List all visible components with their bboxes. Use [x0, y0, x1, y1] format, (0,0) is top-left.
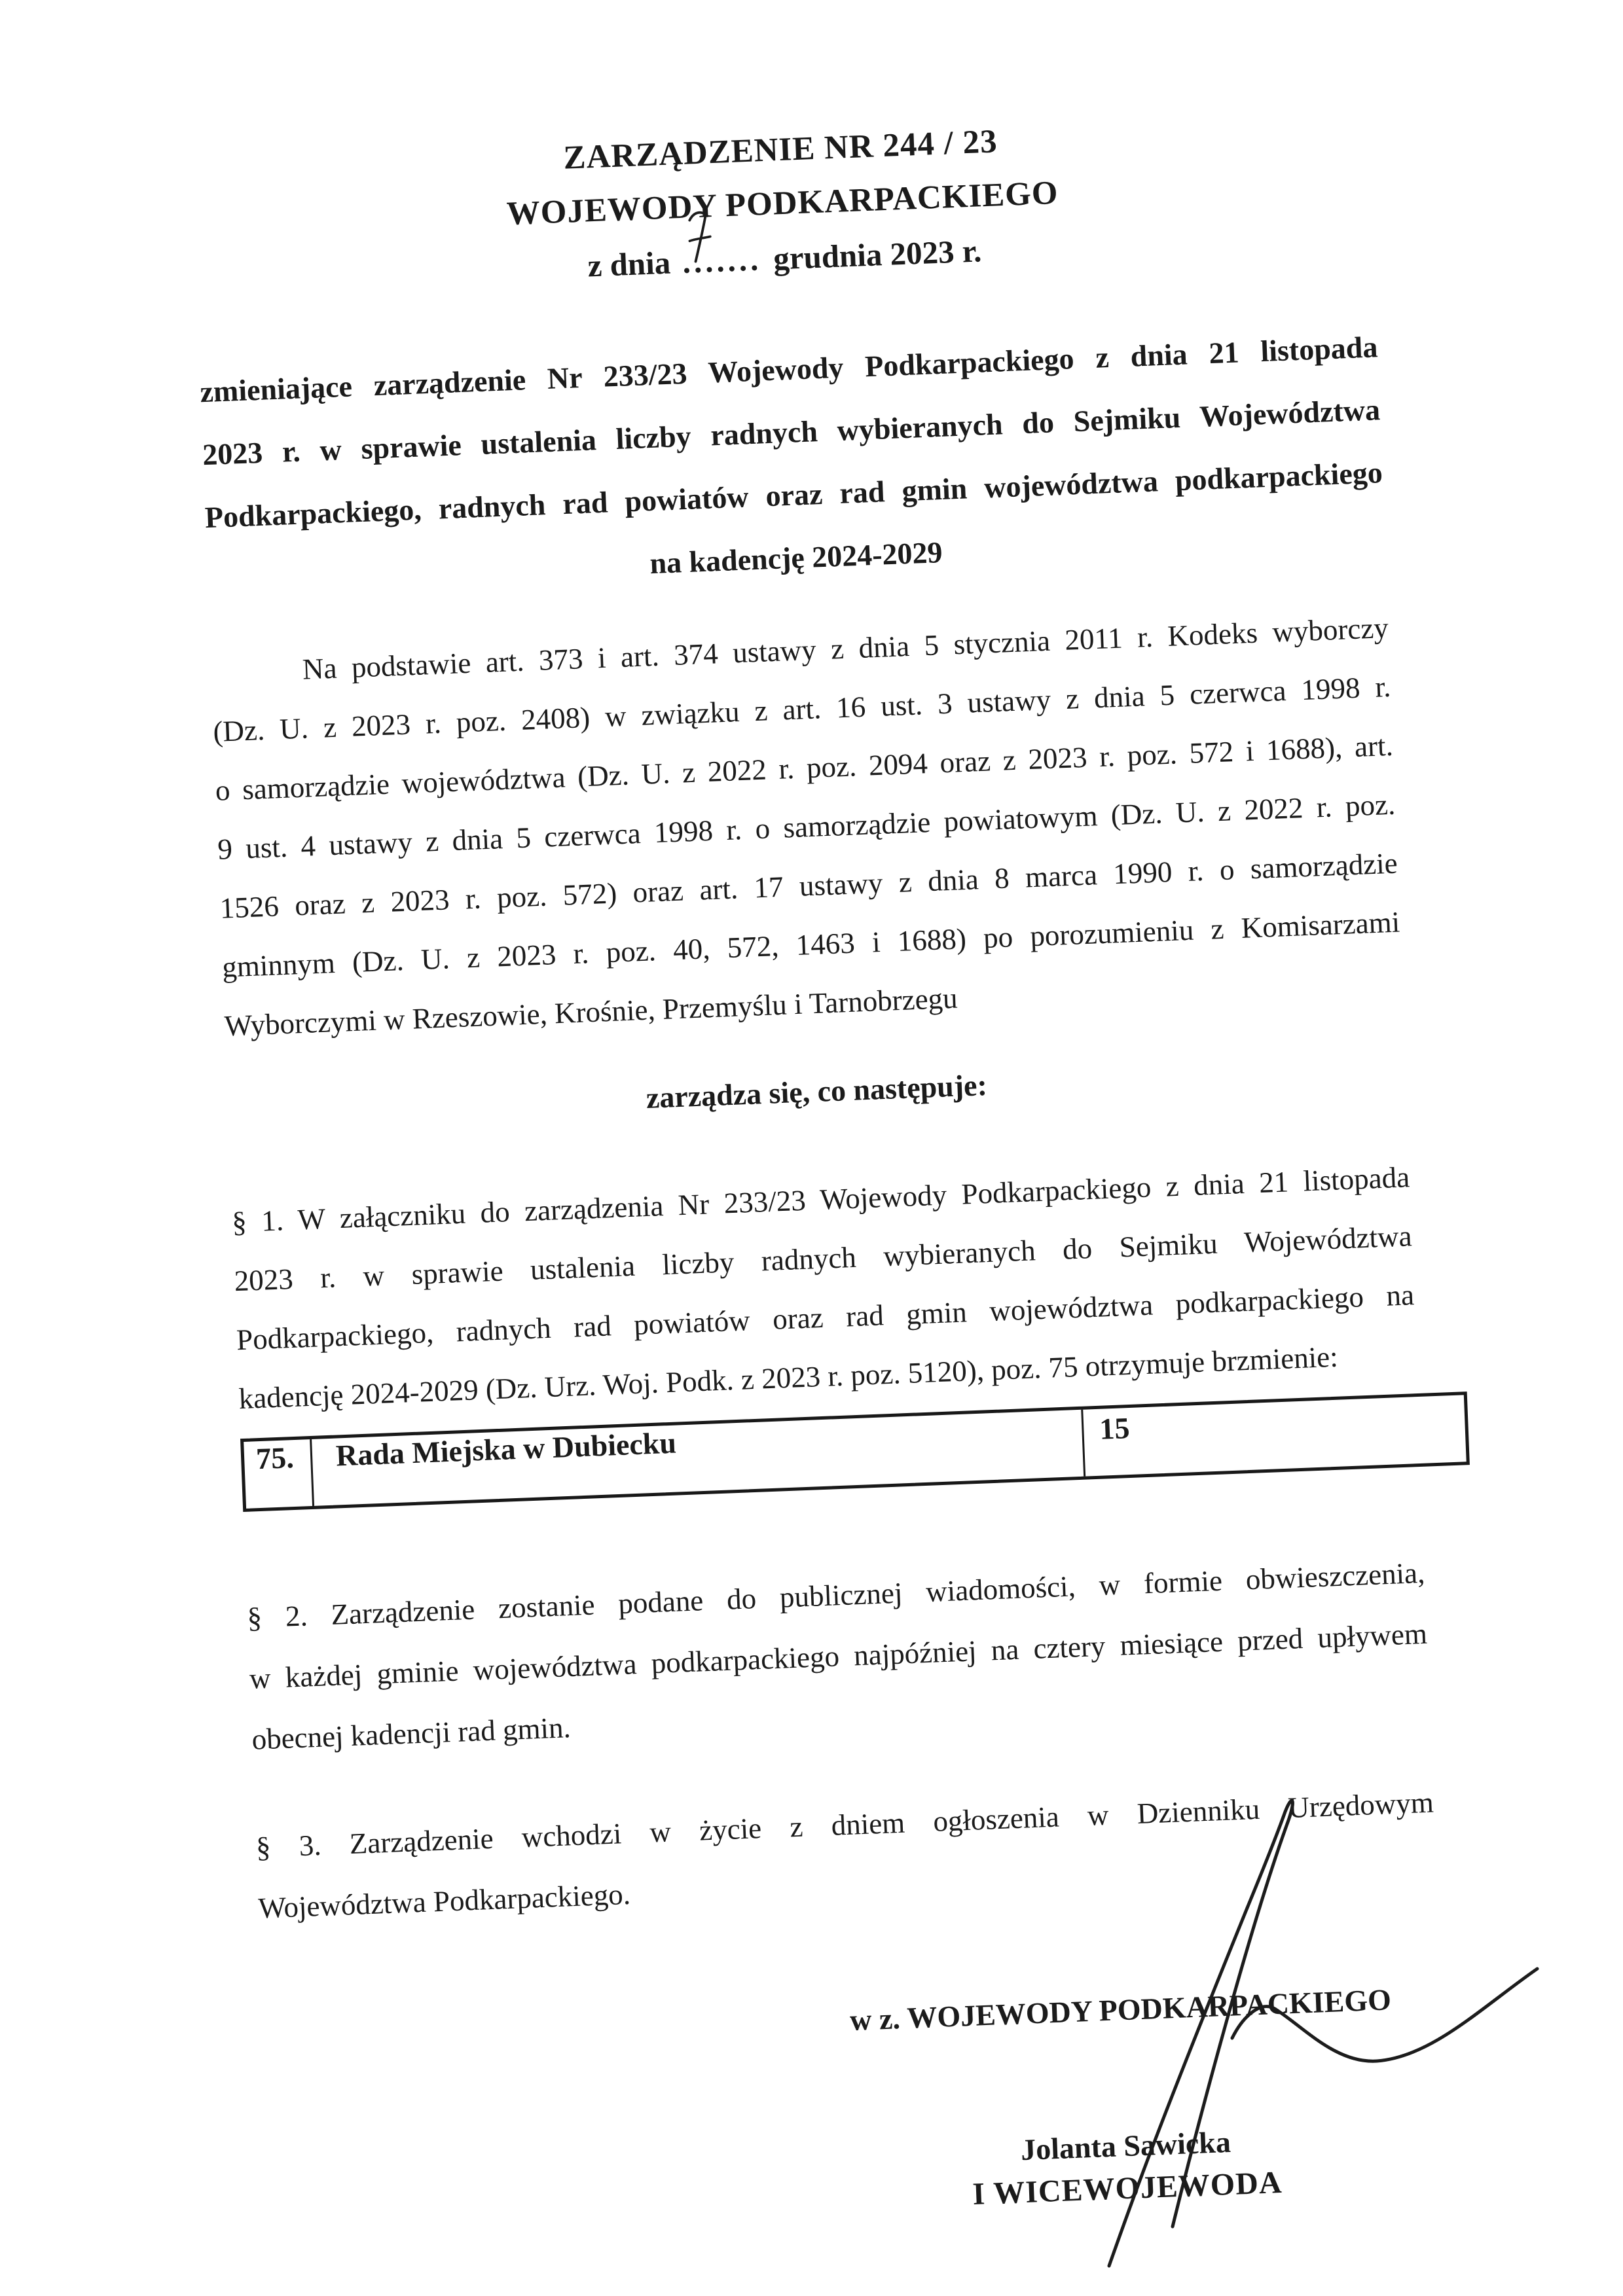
ordinance-number-title: ZARZĄDZENIE NR 244 / 23	[562, 123, 998, 177]
body-line: Na podstawie art. 373 i art. 374 ustawy z dnia 5 stycznia 2011 r. Kodeks wyborczy	[301, 611, 1389, 686]
body-line: (Dz. U. z 2023 r. poz. 2408) w związku z art. 16 ust. 3 ustawy z dnia 5 czerwca 1998 r.	[212, 670, 1392, 748]
table-cell-row-number: 75.	[244, 1439, 314, 1509]
date-prefix: z dnia	[587, 244, 672, 284]
table-cell-council-name: Rada Miejska w Dubiecku	[312, 1410, 1085, 1506]
body-line: 1526 oraz z 2023 r. poz. 572) oraz art. 17 ustawy z dnia 8 marca 1990 r. o samorządzie	[219, 846, 1398, 925]
body-line: 2023 r. w sprawie ustalenia liczby radnych wybieranych do Sejmiku Województwa	[233, 1219, 1413, 1298]
body-line: § 3. Zarządzenie wchodzi w życie z dniem ogłoszenia w Dzienniku Urzędowym	[255, 1785, 1434, 1864]
subtitle-line: Podkarpackiego, radnych rad powiatów oraz rad gmin województwa podkarpackiego	[204, 456, 1383, 535]
subtitle-line: zmieniające zarządzenie Nr 233/23 Wojewody Podkarpackiego z dnia 21 listopada	[199, 330, 1379, 409]
date-dotted-blank	[678, 240, 766, 282]
body-line: Podkarpackiego, radnych rad powiatów oraz rad gmin województwa podkarpackiego na	[236, 1278, 1415, 1357]
enacting-formula: zarządza się, co następuje:	[645, 1067, 988, 1115]
subtitle-line: 2023 r. w sprawie ustalenia liczby radnych wybieranych do Sejmiku Województwa	[202, 393, 1381, 472]
signer-role: I WICEWOJEWODA	[972, 2164, 1283, 2212]
body-line: § 1. W załączniku do zarządzenia Nr 233/23 Wojewody Podkarpackiego z dnia 21 listopada	[231, 1160, 1410, 1239]
signature-on-behalf: w z. WOJEWODY PODKARPACKIEGO	[849, 1982, 1392, 2037]
table-cell-seat-count: 15	[1099, 1411, 1131, 1446]
dots-text: .......	[682, 241, 763, 280]
body-line: o samorządzie województwa (Dz. U. z 2022 r. poz. 2094 oraz z 2023 r. poz. 572 i 1688), art.	[214, 728, 1394, 807]
section-1-paragraph	[231, 1147, 1417, 1428]
body-line: kadencję 2024-2029 (Dz. Urz. Woj. Podk. z 2023 r. poz. 5120), poz. 75 otrzymuje brzmienie:	[238, 1340, 1339, 1416]
date-suffix: grudnia 2023 r.	[773, 232, 983, 277]
signature-block	[799, 1979, 1449, 2220]
body-line: w każdej gminie województwa podkarpackiego najpóźniej na cztery miesiące przed upływem	[249, 1617, 1428, 1695]
body-line: gminnym (Dz. U. z 2023 r. poz. 40, 572, 1463 i 1688) po porozumieniu z Komisarzami	[221, 905, 1400, 984]
body-line: Województwa Podkarpackiego.	[257, 1877, 631, 1925]
handwritten-day-7-icon	[685, 207, 714, 264]
signer-name: Jolanta Sawicka	[1020, 2125, 1231, 2167]
body-line: obecnej kadencji rad gmin.	[251, 1711, 572, 1756]
ordinance-document	[190, 77, 1449, 2242]
section-3-paragraph	[255, 1772, 1437, 1939]
legal-basis-paragraph	[210, 598, 1403, 1056]
issuer-title: WOJEWODY PODKARPACKIEGO	[505, 174, 1059, 233]
section-2-paragraph	[246, 1543, 1431, 1770]
body-line: Wyborczymi w Rzeszowie, Krośnie, Przemyślu i Tarnobrzegu	[223, 981, 958, 1043]
body-line: § 2. Zarządzenie zostanie podane do publicznej wiadomości, w formie obwieszczenia,	[246, 1556, 1426, 1634]
subtitle	[199, 315, 1386, 612]
body-line: 9 ust. 4 ustawy z dnia 5 czerwca 1998 r. o samorządzie powiatowym (Dz. U. z 2022 r. poz.	[217, 787, 1396, 866]
subtitle-line: na kadencję 2024-2029	[649, 535, 943, 581]
